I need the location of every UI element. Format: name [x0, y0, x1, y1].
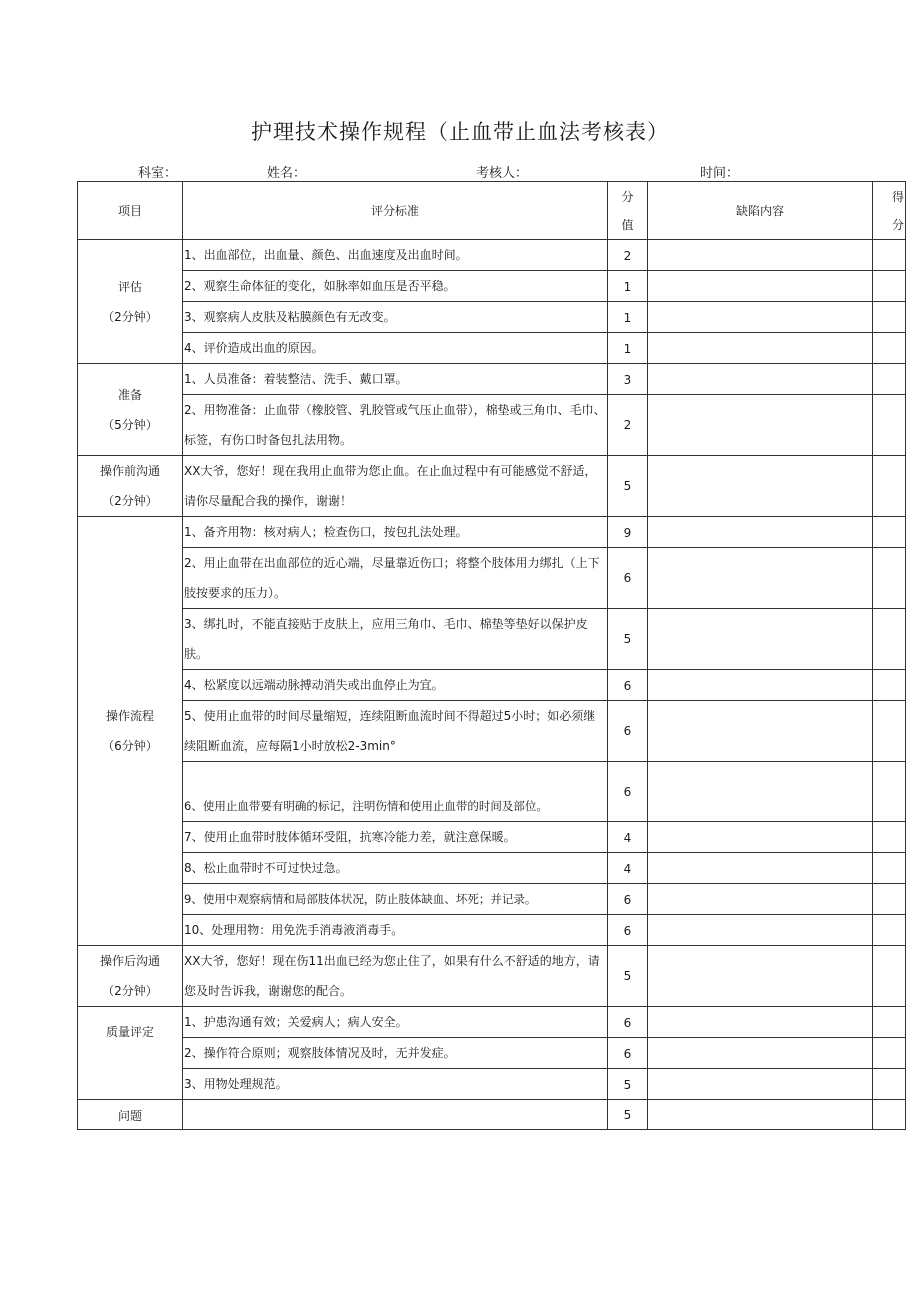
defect-cell	[648, 915, 873, 946]
section-assess	[78, 240, 183, 364]
section-time: （2分钟）	[102, 309, 158, 324]
header-score	[608, 182, 648, 240]
criteria-cell: 1、备齐用物：核对病人；检查伤口，按包扎法处理。	[183, 517, 608, 548]
section-quality	[78, 1007, 183, 1100]
section-procedure	[78, 517, 183, 946]
score-cell: 5	[608, 609, 648, 670]
table-row	[78, 670, 906, 701]
section-name: 问题	[117, 1109, 142, 1123]
criteria-cell: 3、用物处理规范。	[183, 1069, 608, 1100]
got-cell	[873, 1100, 906, 1130]
section-post-communication	[78, 946, 183, 1007]
section-time: （6分钟）	[102, 739, 158, 753]
criteria-cell: 2、观察生命体征的变化，如脉率如血压是否平稳。	[183, 271, 608, 302]
criteria-cell: 2、用止血带在出血部位的近心端，尽量靠近伤口；将整个肢体用力绑扎（上下肢按要求的压力）。	[183, 548, 608, 609]
got-cell	[873, 762, 906, 822]
score-cell: 3	[608, 364, 648, 395]
criteria-cell: 1、出血部位，出血量、颜色、出血速度及出血时间。	[183, 240, 608, 271]
section-name: 操作后沟通	[99, 954, 160, 968]
defect-cell	[648, 1038, 873, 1069]
score-cell: 6	[608, 884, 648, 915]
section-name: 操作流程	[105, 709, 154, 723]
got-cell	[873, 271, 906, 302]
score-cell: 5	[608, 456, 648, 517]
score-cell: 6	[608, 701, 648, 762]
section-prepare	[78, 364, 183, 456]
section-name: 操作前沟通	[99, 464, 160, 478]
table-row	[78, 853, 906, 884]
got-cell	[873, 395, 906, 456]
table-row	[78, 762, 906, 822]
table-row	[78, 884, 906, 915]
got-cell	[873, 517, 906, 548]
table-row	[78, 1100, 906, 1130]
criteria-cell: 7、使用止血带时肢体循环受阻，抗寒冷能力差，就注意保暖。	[183, 822, 608, 853]
header-score-line1: 分	[621, 189, 634, 204]
section-pre-communication	[78, 456, 183, 517]
defect-cell	[648, 609, 873, 670]
defect-cell	[648, 517, 873, 548]
table-row	[78, 701, 906, 762]
criteria-cell: XX大爷，您好！现在我用止血带为您止血。在止血过程中有可能感觉不舒适，请你尽量配合我的操作，谢谢！	[183, 456, 608, 517]
examiner-label: 考核人：	[476, 166, 529, 181]
got-cell	[873, 915, 906, 946]
department-label: 科室：	[138, 166, 178, 181]
assessment-table	[77, 181, 906, 1130]
score-cell: 6	[608, 548, 648, 609]
score-cell: 1	[608, 302, 648, 333]
defect-cell	[648, 364, 873, 395]
got-cell	[873, 456, 906, 517]
score-cell: 1	[608, 333, 648, 364]
table-row	[78, 822, 906, 853]
criteria-cell	[183, 1100, 608, 1130]
criteria-cell: 1、人员准备：着装整洁、洗手、戴口罩。	[183, 364, 608, 395]
got-cell	[873, 884, 906, 915]
score-cell: 2	[608, 395, 648, 456]
defect-cell	[648, 946, 873, 1007]
table-row	[78, 333, 906, 364]
score-cell: 6	[608, 1007, 648, 1038]
criteria-cell: 2、操作符合原则；观察肢体情况及时，无并发症。	[183, 1038, 608, 1069]
table-row	[78, 915, 906, 946]
got-cell	[873, 302, 906, 333]
header-item: 项目	[78, 182, 183, 240]
criteria-cell: 9、使用中观察病情和局部肢体状况，防止肢体缺血、坏死；并记录。	[183, 884, 608, 915]
score-cell: 6	[608, 670, 648, 701]
section-name: 评估	[117, 279, 142, 294]
got-cell	[873, 946, 906, 1007]
criteria-cell: 3、观察病人皮肤及粘膜颜色有无改变。	[183, 302, 608, 333]
header-got-line2: 分	[891, 217, 904, 232]
table-row	[78, 517, 906, 548]
defect-cell	[648, 762, 873, 822]
time-label: 时间：	[700, 166, 740, 181]
defect-cell	[648, 271, 873, 302]
table-row	[78, 1038, 906, 1069]
table-row	[78, 302, 906, 333]
criteria-cell: 3、绑扎时，不能直接贴于皮肤上，应用三角巾、毛巾、棉垫等垫好以保护皮肤。	[183, 609, 608, 670]
section-time: （2分钟）	[102, 494, 158, 508]
header-score-line2: 值	[621, 217, 634, 232]
criteria-cell: XX大爷，您好！现在伤11出血已经为您止住了，如果有什么不舒适的地方，请您及时告诉我，谢谢您的配合。	[183, 946, 608, 1007]
defect-cell	[648, 302, 873, 333]
defect-cell	[648, 1069, 873, 1100]
header-defect: 缺陷内容	[648, 182, 873, 240]
table-row	[78, 395, 906, 456]
header-criteria: 评分标准	[183, 182, 608, 240]
header-got	[873, 182, 906, 240]
criteria-cell: 1、护患沟通有效；关爱病人；病人安全。	[183, 1007, 608, 1038]
got-cell	[873, 853, 906, 884]
section-questions	[78, 1100, 183, 1130]
section-time: （5分钟）	[102, 417, 158, 432]
got-cell	[873, 822, 906, 853]
got-cell	[873, 240, 906, 271]
got-cell	[873, 1069, 906, 1100]
defect-cell	[648, 1100, 873, 1130]
got-cell	[873, 548, 906, 609]
table-row	[78, 364, 906, 395]
section-name: 质量评定	[105, 1025, 154, 1039]
table-row	[78, 271, 906, 302]
criteria-cell: 10、处理用物：用免洗手消毒液消毒手。	[183, 915, 608, 946]
got-cell	[873, 609, 906, 670]
score-cell: 6	[608, 1038, 648, 1069]
header-row	[78, 182, 906, 240]
table-row	[78, 548, 906, 609]
criteria-cell: 5、使用止血带的时间尽量缩短，连续阻断血流时间不得超过5小时；如必须继续阻断血流，应每隔1小时放松2-3min°	[183, 701, 608, 762]
score-cell: 9	[608, 517, 648, 548]
defect-cell	[648, 670, 873, 701]
page-title: 护理技术操作规程（止血带止血法考核表）	[251, 120, 669, 144]
defect-cell	[648, 548, 873, 609]
defect-cell	[648, 333, 873, 364]
got-cell	[873, 670, 906, 701]
criteria-cell: 8、松止血带时不可过快过急。	[183, 853, 608, 884]
score-cell: 6	[608, 762, 648, 822]
name-label: 姓名：	[267, 166, 307, 181]
score-cell: 6	[608, 915, 648, 946]
defect-cell	[648, 853, 873, 884]
criteria-cell: 4、松紧度以远端动脉搏动消失或出血停止为宜。	[183, 670, 608, 701]
got-cell	[873, 1038, 906, 1069]
criteria-cell: 4、评价造成出血的原因。	[183, 333, 608, 364]
score-cell: 5	[608, 946, 648, 1007]
criteria-cell: 6、使用止血带要有明确的标记，注明伤情和使用止血带的时间及部位。	[183, 762, 608, 822]
score-cell: 5	[608, 1069, 648, 1100]
got-cell	[873, 333, 906, 364]
defect-cell	[648, 822, 873, 853]
score-cell: 4	[608, 853, 648, 884]
got-cell	[873, 1007, 906, 1038]
defect-cell	[648, 884, 873, 915]
got-cell	[873, 364, 906, 395]
section-time: （2分钟）	[102, 984, 158, 998]
table-row	[78, 1007, 906, 1038]
table-row	[78, 240, 906, 271]
header-got-line1: 得	[891, 189, 904, 204]
score-cell: 5	[608, 1100, 648, 1130]
got-cell	[873, 701, 906, 762]
score-cell: 4	[608, 822, 648, 853]
section-name: 准备	[117, 387, 142, 402]
defect-cell	[648, 240, 873, 271]
score-cell: 2	[608, 240, 648, 271]
table-row	[78, 456, 906, 517]
defect-cell	[648, 395, 873, 456]
criteria-cell: 2、用物准备：止血带（橡胶管、乳胶管或气压止血带），棉垫或三角巾、毛巾、标签，有伤口时备包扎法用物。	[183, 395, 608, 456]
table-row	[78, 609, 906, 670]
defect-cell	[648, 1007, 873, 1038]
score-cell: 1	[608, 271, 648, 302]
table-row	[78, 946, 906, 1007]
table-row	[78, 1069, 906, 1100]
defect-cell	[648, 701, 873, 762]
defect-cell	[648, 456, 873, 517]
